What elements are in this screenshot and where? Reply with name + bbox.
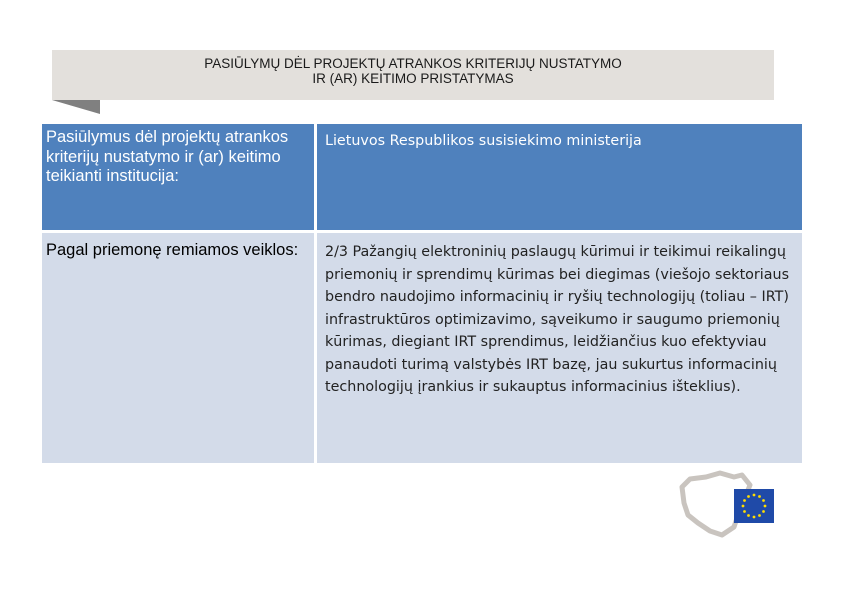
row-label-activities: Pagal priemonę remiamos veiklos:	[42, 232, 316, 464]
lithuania-map-eu-flag-logo	[676, 465, 776, 555]
table-row	[42, 124, 802, 232]
header-fold-decoration	[52, 100, 100, 114]
eu-flag-icon	[734, 489, 774, 523]
info-table	[42, 124, 802, 463]
table-row	[42, 232, 802, 464]
page-title	[52, 56, 774, 86]
page-title-line-2: IR (AR) KEITIMO PRISTATYMAS	[312, 71, 514, 86]
row-label-institution: Pasiūlymus dėl projektų atrankos kriterijų nustatymo ir (ar) keitimo teikianti institucija:	[42, 124, 316, 232]
row-value-activities: 2/3 Pažangių elektroninių paslaugų kūrimui ir teikimui reikalingų priemonių ir sprendimų kūrimas bei diegimas (viešojo sektoriaus bendro naudojimo informacinių ir ryšių technologijų (toliau – IRT) infrastruktūros optimizavimo, sąveikumo ir saugumo priemonių kūrimas, diegiant IRT sprendimus, leidžiančius kuo efektyviau panaudoti turimą valstybės IRT bazę, jau sukurtus informacinių technologijų įrankius ir sukauptus informacinius išteklius).	[316, 232, 803, 464]
page-title-line-1: PASIŪLYMŲ DĖL PROJEKTŲ ATRANKOS KRITERIJŲ NUSTATYMO	[204, 56, 622, 71]
row-value-institution: Lietuvos Respublikos susisiekimo ministerija	[316, 124, 803, 232]
